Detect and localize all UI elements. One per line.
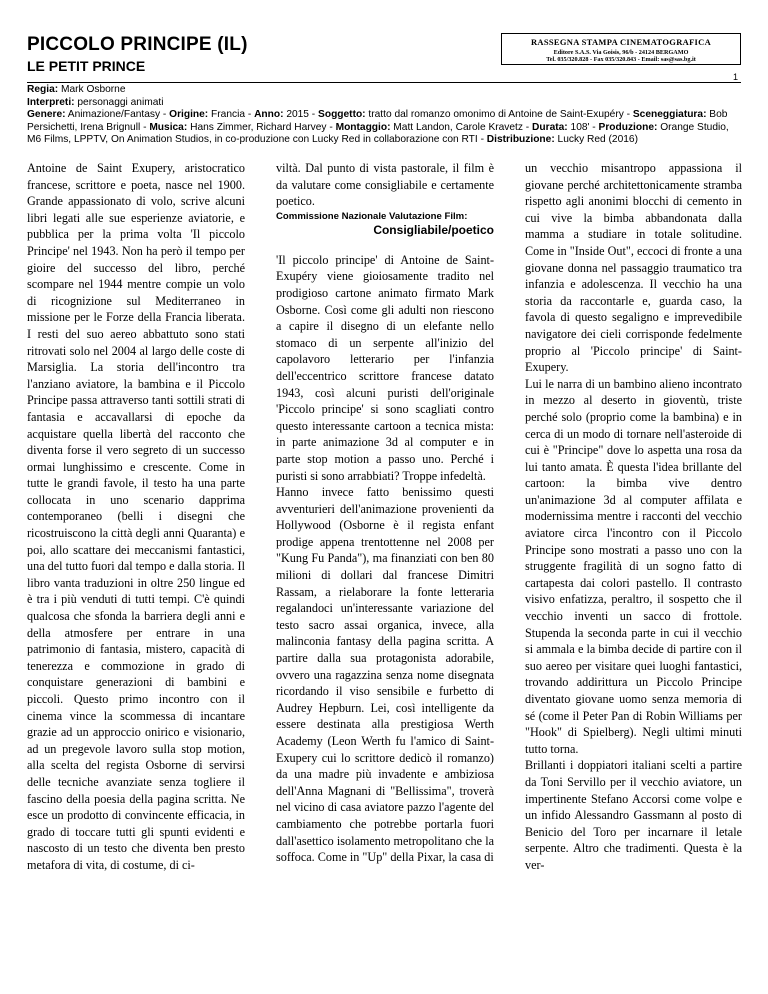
text-column-2: [276, 160, 494, 866]
publisher-box: [501, 33, 741, 65]
body-paragraph: Brillanti i doppiatori italiani scelti a partire da Toni Servillo per il vecchio aviatore, un impertinente Stefano Accorsi come volpe e un infido Alessandro Gassmann al posto di Benicio del Toro per incarnare il letale serpente. Altro che tradimenti. Questa è la ver-: [525, 758, 742, 872]
durata-value: 108' -: [567, 121, 599, 133]
montaggio-label: Montaggio:: [335, 121, 391, 133]
genere-value: Animazione/Fantasy -: [65, 109, 170, 121]
distribuzione-value: Lucky Red (2016): [554, 134, 638, 146]
regia-value: Mark Osborne: [58, 84, 126, 95]
body-paragraph: 'Il piccolo principe' di Antoine de Saint-Exupéry viene gioiosamente tradito nel prodigioso cartone animato firmato Mark Osborne. Così come gli adulti non riescono a capire il disegno di un elefante nello stomaco di un serpente all'inizio del capolavoro letterario per l'infanzia dell'eccentrico scrittore francese datato 1943, così alcuni puristi dell'originale 'Piccolo principe' si sono scagliati contro questo interessante cartoon a tecnica mista: in parte animazione 3d al computer e in parte stop motion a passo uno. Perché i puristi si sono arrabbiati? Troppe infedeltà.: [276, 252, 494, 483]
sceneggiatura-value: Bob Persichetti, Irena Brignull -: [27, 109, 728, 133]
publisher-contacts: Tel. 035/320.828 - Fax 035/320.843 - Email: sas@sas.bg.it: [546, 56, 696, 63]
body-paragraph: Lui le narra di un bambino alieno incontrato in mezzo al deserto in gioventù, triste perché solo (proprio come la bambina) e in cerca di un modo di tornare nell'asteroide di cui è "Principe" dove lo aspetta una rosa da lui tanto amata. È questa l'idea brillante del cartoon: la bimba vive dentro un'animazione 3d al computer affilata e modernissima mentre i racconti del vecchio aviatore circa l'incontro con il Piccolo Principe sono mostrati a passo uno con la struggente fragilità di un sogno fatto di cartapesta dai colori pastello. Il contrasto visivo enfatizza, peraltro, il sospetto che il vecchio inventi un sacco di frottole. Stupenda la seconda parte in cui il vecchio si ammala e la bimba decide di partire con il suo aereo per visitare quei luoghi fantastici, trovando addirittura un Piccolo Principe diventato giovane uomo senza memoria di sé (come il Peter Pan di Robin Williams per "Hook" di Spielberg). Negli ultimi minuti tutto torna.: [525, 376, 742, 756]
film-credits: [27, 84, 743, 147]
soggetto-label: Soggetto:: [318, 109, 366, 121]
credits-line-regia: [27, 84, 743, 97]
origine-label: Origine:: [169, 109, 209, 121]
page-number: 1: [733, 72, 739, 82]
credits-line-interpreti: [27, 97, 743, 110]
sceneggiatura-label: Sceneggiatura:: [632, 109, 707, 121]
text-column-3: [525, 160, 742, 874]
credits-details: [27, 109, 743, 147]
rating-label: Consigliabile/poetico: [373, 222, 494, 237]
produzione-value: Orange Studio, M6 Films, LPPTV, On Animation Studios, in co-produzione con Lucky Red in collaborazione con RTI -: [27, 121, 729, 146]
musica-label: Musica:: [149, 121, 188, 133]
musica-value: Hans Zimmer, Richard Harvey -: [187, 121, 336, 133]
montaggio-value: Matt Landon, Carole Kravetz -: [390, 121, 533, 133]
original-title: LE PETIT PRINCE: [27, 58, 146, 74]
anno-value: 2015 -: [283, 109, 319, 121]
regia-label: Regia:: [27, 84, 59, 95]
body-paragraph: Antoine de Saint Exupery, aristocratico francese, scrittore e poeta, nasce nel 1900. Grande appassionato di volo, scrive alcuni libri legati alle sue esperienze aviatorie, e pubblica per la prima volta 'Il piccolo Principe' nel 1943. Non ha però il tempo per gioire del successo del libro, perché scompare nel 1944 mentre compie un volo di ricognizione sul Mediterraneo in missione per le Forze della Francia liberata. I resti del suo aereo abbattuto sono stati ritrovati solo nel 2004 al largo delle coste di Marsiglia. La storia dell'incontro tra l'anziano aviatore, la bambina e il Piccolo Principe passa attraverso tanti sottili strati di fantasia e accavallarsi di epoche da acquistare quella libertà del racconto che diventa forse il vero segreto di un successo ormai lunghissimo e crescente. Come in tutte le grandi favole, il testo ha una parte collocata in uno scenario dapprima contemporaneo (belli i disegni che ricostruiscono la città degli anni Quaranta) e poi, allo scattare dei meccanismi fantastici, una del tutto fuori dal tempo e dalla storia. Il libro vanta traduzioni in oltre 250 lingue ed è tra i più venduti di tutti tempi. C'è quindi qualcosa che sfonda la barriera degli anni e della atmosfere per entrare in una patrimonio di fantasia, mistero, capacità di tenerezza e commozione in grado di conquistare generazioni di bambini e piccoli. Questo primo incontro con il cinema vince la scommessa di incantare grazie ad un approccio onirico e visionario, ad un pregevole lavoro sulla stop motion, alla scelta del regista Osborne di servirsi delle tecniche avanziate senza togliere il fascino della poesia della pagina scritta. Ne esce un prodotto di convincente efficacia, in grado di toccare tutti gli spunti evidenti e nascosto di un testo che diventa ben presto metafora di vita, di costume, di ci-: [27, 161, 245, 872]
body-paragraph: viltà. Dal punto di vista pastorale, il film è da valutare come consigliabile e certamente poetico.: [276, 161, 494, 209]
header-divider: [27, 82, 741, 83]
genere-label: Genere:: [27, 109, 66, 121]
text-column-1: [27, 160, 245, 874]
body-paragraph: Hanno invece fatto benissimo questi avventurieri dell'animazione provenienti da Hollywood (Osborne è il regista enfant prodige appena trentottenne nel 2008 per "Kung Fu Panda"), ma finanziati con ben 80 milioni di dollari dal francese Dimitri Rassam, a rielaborare la fonte letteraria regalandoci un'interessante variazione del testo sacro assai organica, invece, alla malinconia fantasy della pagina scritta. A partire dalla sua protagonista adorabile, ovvero una ragazzina senza nome disegnata ricordando il viso sensibile e furbetto di Audrey Hepburn. Lei, così intelligente da essere destinata alla prestigiosa Werth Academy (Leon Werth fu l'amico di Saint-Exupery cui lo scrittore dedicò il romanzo) da una madre più invadente e ambiziosa dell'Anna Magnani di "Bellissima", troverà nel vicino di casa aviatore pazzo l'agente del cambiamento che potrebbe portarla fuori dall'asettico isolamento metropolitano che la soffoca. Come in "Up" della Pixar, la casa di: [276, 485, 494, 865]
produzione-label: Produzione:: [598, 121, 658, 133]
distribuzione-label: Distribuzione:: [486, 134, 555, 146]
durata-label: Durata:: [532, 121, 568, 133]
film-title: PICCOLO PRINCIPE (IL): [27, 34, 248, 55]
soggetto-value: tratto dal romanzo omonimo di Antoine de Saint-Exupéry -: [365, 109, 633, 121]
anno-label: Anno:: [254, 109, 284, 121]
origine-value: Francia -: [208, 109, 255, 121]
body-paragraph: un vecchio misantropo appassiona il giovane perché architettonicamente stramba rispetto agli anonimi blocchi di cemento in cui vive la bimba abbandonata dalla mamma a studiare in totale solitudine. Come in "Inside Out", eccoci di fronte a una giovane donna nel passaggio traumatico tra infanzia e adolescenza. Il vecchio ha una storia da raccontarle e, guarda caso, la favola di questo segaligno e imprevedibile navigatore dei cieli corrisponde fedelmente proprio al 'Piccolo principe' di Saint-Exupery.: [525, 161, 742, 375]
publisher-name: RASSEGNA STAMPA CINEMATOGRAFICA: [530, 37, 712, 47]
commission-label: Commissione Nazionale Valutazione Film:: [276, 210, 468, 222]
interpreti-value: personaggi animati: [74, 96, 164, 108]
interpreti-label: Interpreti:: [27, 96, 75, 108]
publisher-address: Editore S.A.S. Via Goisis, 96/b - 24124 BERGAMO: [553, 49, 689, 56]
